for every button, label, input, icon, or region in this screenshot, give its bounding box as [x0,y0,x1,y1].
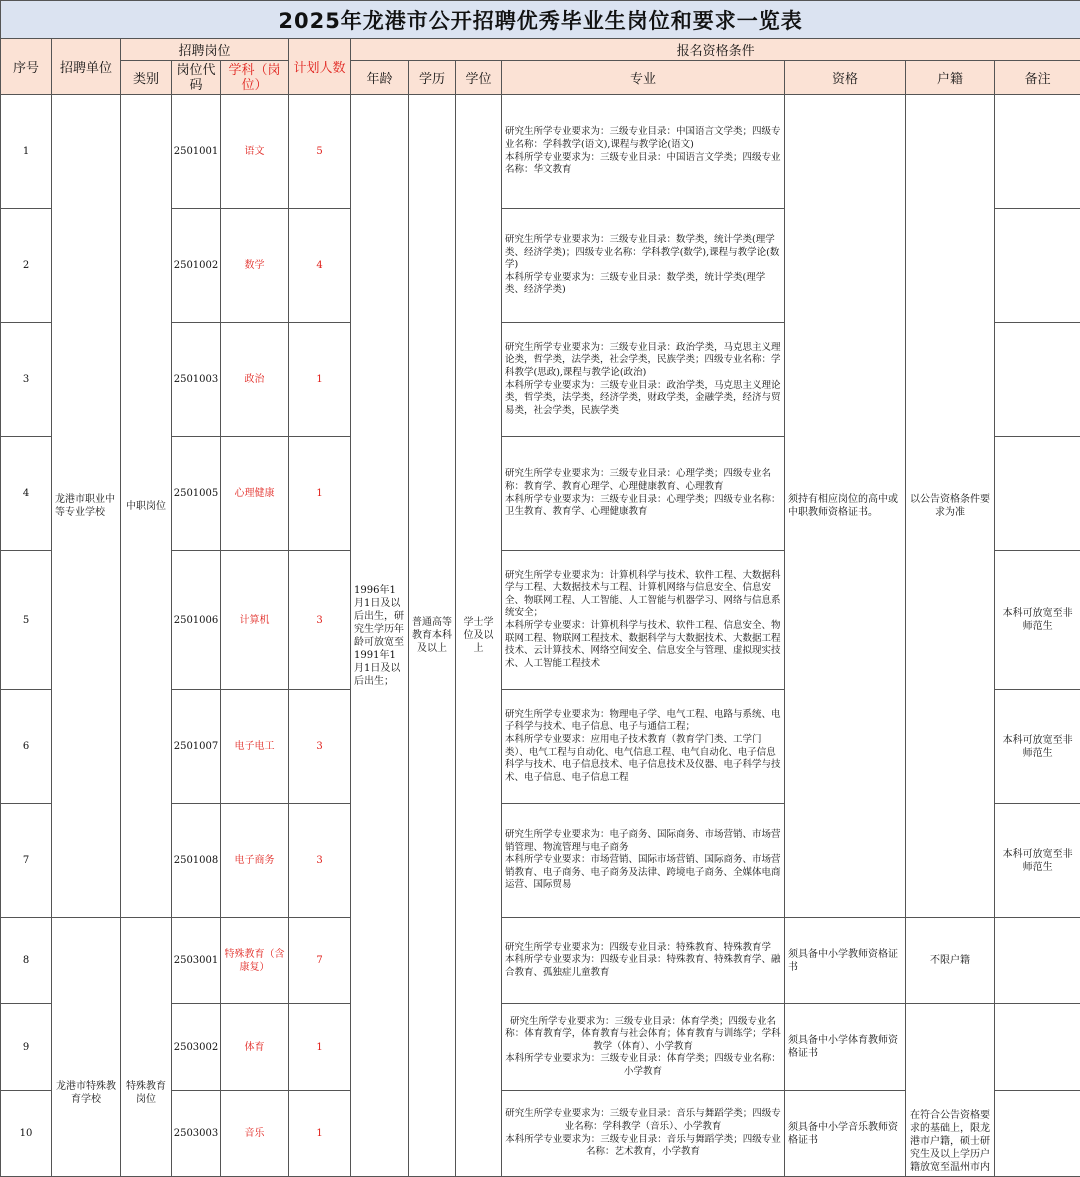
header-degree: 学位 [456,61,502,95]
category-special: 特殊教育岗位 [121,918,172,1177]
row-seq: 5 [1,551,52,690]
row-subject: 体育 [221,1004,289,1091]
row-seq: 4 [1,437,52,551]
row-major: 研究生所学专业要求为：三级专业目录：数学类，统计学类(理学类、经济学类)；四级专业名称：学科教学(数学),课程与教学论(数学) 本科所学专业要求为：三级专业目录：数学类，统计学类(理学类、经济学类) [502,209,785,323]
row-seq: 8 [1,918,52,1004]
row-subject: 电子电工 [221,690,289,804]
row-subject: 计算机 [221,551,289,690]
row-major: 研究生所学专业要求为：三级专业目录：心理学类；四级专业名称：教育学、教育心理学、心理健康教育、心理教育 本科所学专业要求为：三级专业目录：心理学类；四级专业名称：卫生教育、教育学、心理健康教育 [502,437,785,551]
row-plan: 1 [289,323,351,437]
header-subject: 学科（岗位） [221,61,289,95]
row-subject: 心理健康 [221,437,289,551]
row-remark [995,437,1080,551]
table-row [1,918,1080,1004]
header-requirements-group: 报名资格条件 [351,39,1080,61]
row-major: 研究生所学专业要求为：三级专业目录：政治学类，马克思主义理论类，哲学类，法学类，社会学类，民族学类；四级专业名称：学科教学(思政),课程与教学论(政治) 本科所学专业要求为：三级专业目录：政治学类，马克思主义理论类，哲学类，法学类，经济学类，财政学类，金融学类，经济与贸易类，社会学类，民族学类 [502,323,785,437]
row-subject: 语文 [221,95,289,209]
row-plan: 1 [289,1004,351,1091]
row-qualification: 须具备中小学音乐教师资格证书 [785,1091,906,1177]
row-post-code: 2503003 [172,1091,221,1177]
header-post-group: 招聘岗位 [121,39,289,61]
row-remark: 本科可放宽至非师范生 [995,551,1080,690]
table-row [1,95,1080,209]
row-plan: 3 [289,690,351,804]
row-subject: 政治 [221,323,289,437]
row-major: 研究生所学专业要求为：四级专业目录：特殊教育、特殊教育学 本科所学专业要求为：四级专业目录：特殊教育、特殊教育学、融合教育、孤独症儿童教育 [502,918,785,1004]
row-major: 研究生所学专业要求为：计算机科学与技术、软件工程、大数据科学与工程、大数据技术与工程、计算机网络与信息安全、信息安全、物联网工程、人工智能、人工智能与机器学习、网络与信息系统安全； 本科所学专业要求：计算机科学与技术、软件工程、信息安全、物联网工程、物联网工程技术、数据科学与大数据技术、大数据工程技术、云计算技术、网络空间安全、信息安全与管理、虚拟现实技术、人工智能工程技术 [502,551,785,690]
header-education: 学历 [409,61,456,95]
header-plan: 计划人数 [289,39,351,95]
row-post-code: 2501007 [172,690,221,804]
age-requirement: 1996年1月1日及以后出生，研究生学历年龄可放宽至1991年1月1日及以后出生； [351,95,409,1177]
row-subject: 数学 [221,209,289,323]
row-post-code: 2501006 [172,551,221,690]
row-post-code: 2501002 [172,209,221,323]
header-unit: 招聘单位 [52,39,121,95]
header-post-code: 岗位代码 [172,61,221,95]
row-subject: 电子商务 [221,804,289,918]
row-plan: 4 [289,209,351,323]
row-seq: 9 [1,1004,52,1091]
header-category: 类别 [121,61,172,95]
row-plan: 3 [289,551,351,690]
header-hukou: 户籍 [906,61,995,95]
hukou-unrestricted: 不限户籍 [906,918,995,1004]
header-seq: 序号 [1,39,52,95]
row-seq: 2 [1,209,52,323]
row-remark [995,1091,1080,1177]
row-remark [995,918,1080,1004]
row-major: 研究生所学专业要求为：三级专业目录：中国语言文学类；四级专业名称：学科教学(语文),课程与教学论(语文) 本科所学专业要求为：三级专业目录：中国语言文学类；四级专业名称：华文教育 [502,95,785,209]
row-seq: 6 [1,690,52,804]
row-seq: 3 [1,323,52,437]
row-plan: 1 [289,437,351,551]
row-major: 研究生所学专业要求为：三级专业目录：音乐与舞蹈学类；四级专业名称：学科教学（音乐）、小学教育 本科所学专业要求为：三级专业目录：音乐与舞蹈学类；四级专业名称：艺术教育，小学教育 [502,1091,785,1177]
row-major: 研究生所学专业要求为：物理电子学、电气工程、电路与系统、电子科学与技术、电子信息、电子与通信工程； 本科所学专业要求：应用电子技术教育（教育学门类、工学门类）、电气工程与自动化、电气信息工程、电气自动化、电子信息科学与技术、电子信息技术、电子信息技术及仪器、电子科学与技术、电子信息、电子信息工程 [502,690,785,804]
row-remark [995,1004,1080,1091]
row-post-code: 2501005 [172,437,221,551]
header-age: 年龄 [351,61,409,95]
row-plan: 7 [289,918,351,1004]
row-post-code: 2501003 [172,323,221,437]
row-subject: 特殊教育（含康复） [221,918,289,1004]
category-vocational: 中职岗位 [121,95,172,918]
row-major: 研究生所学专业要求为：电子商务、国际商务、市场营销、市场营销管理、物流管理与电子商务 本科所学专业要求：市场营销、国际市场营销、国际商务、市场营销教育、电子商务、电子商务及法律、跨境电子商务、全媒体电商运营、国际贸易 [502,804,785,918]
row-seq: 10 [1,1091,52,1177]
qualification-vocational: 须持有相应岗位的高中或中职教师资格证书。 [785,95,906,918]
header-remark: 备注 [995,61,1080,95]
row-seq: 1 [1,95,52,209]
row-remark [995,209,1080,323]
degree-requirement: 学士学位及以上 [456,95,502,1177]
row-seq: 7 [1,804,52,918]
row-qualification: 须具备中小学教师资格证书 [785,918,906,1004]
row-plan: 5 [289,95,351,209]
unit-special-school: 龙港市特殊教育学校 [52,918,121,1177]
hukou-vocational: 以公告资格条件要求为准 [906,95,995,918]
row-post-code: 2503001 [172,918,221,1004]
row-post-code: 2501008 [172,804,221,918]
header-qualification: 资格 [785,61,906,95]
row-subject: 音乐 [221,1091,289,1177]
row-remark [995,95,1080,209]
row-plan: 1 [289,1091,351,1177]
unit-vocational-school: 龙港市职业中等专业学校 [52,95,121,918]
page-title: 2025年龙港市公开招聘优秀毕业生岗位和要求一览表 [1,1,1080,39]
row-remark: 本科可放宽至非师范生 [995,804,1080,918]
row-major: 研究生所学专业要求为：三级专业目录：体育学类；四级专业名称：体育教育学，体育教育与社会体育；体育教育与训练学；学科教学（体育）、小学教育 本科所学专业要求为：三级专业目录：体育学类；四级专业名称：小学教育 [502,1004,785,1091]
row-remark: 本科可放宽至非师范生 [995,690,1080,804]
row-qualification: 须具备中小学体育教师资格证书 [785,1004,906,1091]
row-plan: 3 [289,804,351,918]
hukou-local-restriction: 在符合公告资格要求的基础上，限龙港市户籍，硕士研究生及以上学历户籍放宽至温州市内 [906,1004,995,1177]
header-major: 专业 [502,61,785,95]
row-post-code: 2503002 [172,1004,221,1091]
row-post-code: 2501001 [172,95,221,209]
row-remark [995,323,1080,437]
education-requirement: 普通高等教育本科及以上 [409,95,456,1177]
